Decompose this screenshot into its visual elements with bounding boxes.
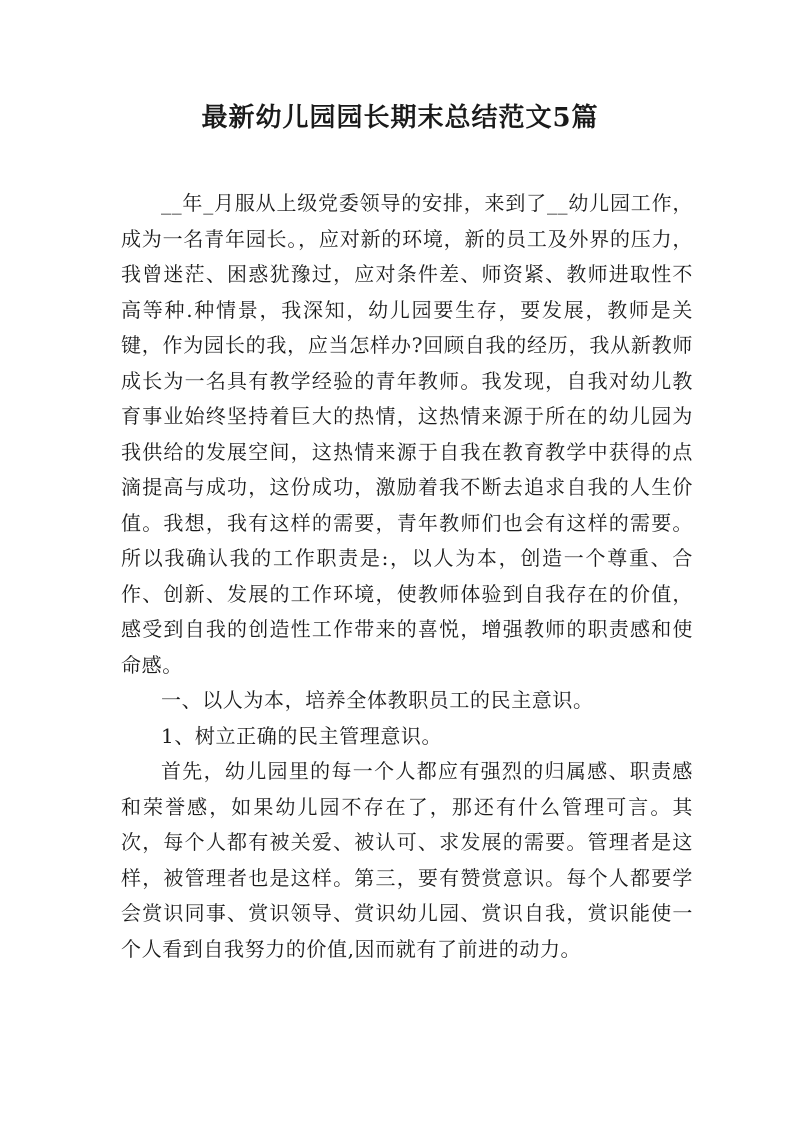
document-title: 最新幼儿园园长期末总结范文5篇 xyxy=(201,103,599,133)
document-body xyxy=(121,186,693,967)
subsection-heading-1-1: 1、树立正确的民主管理意识。 xyxy=(161,723,443,748)
paragraph-democratic-management: 首先，幼儿园里的每一个人都应有强烈的归属感、职责感和荣誉感，如果幼儿园不存在了，那还有什么管理可言。其次，每个人都有被关爱、被认可、求发展的需要。管理者是这样，被管理者也是这样。第三，要有赞赏意识。每个人都要学会赏识同事、赏识领导、赏识幼儿园、赏识自我，赏识能使一个人看到自我努力的价值,因而就有了前进的动力。 xyxy=(121,759,693,961)
paragraph-intro: __年_月服从上级党委领导的安排，来到了__幼儿园工作，成为一名青年园长。，应对新的环境，新的员工及外界的压力，我曾迷茫、困惑犹豫过，应对条件差、师资紧、教师进取性不高等种.种情景，我深知，幼儿园要生存，要发展，教师是关键，作为园长的我，应当怎样办?回顾自我的经历，我从新教师成长为一名具有教学经验的青年教师。我发现，自我对幼儿教育事业始终坚持着巨大的热情，这热情来源于所在的幼儿园为我供给的发展空间，这热情来源于自我在教育教学中获得的点滴提高与成功，这份成功，激励着我不断去追求自我的人生价值。我想，我有这样的需要，青年教师们也会有这样的需要。所以我确认我的工作职责是:，以人为本，创造一个尊重、合作、创新、发展的工作环境，使教师体验到自我存在的价值，感受到自我的创造性工作带来的喜悦，增强教师的职责感和使命感。 xyxy=(121,191,693,677)
section-heading-1: 一、以人为本，培养全体教职员工的民主意识。 xyxy=(161,688,594,712)
